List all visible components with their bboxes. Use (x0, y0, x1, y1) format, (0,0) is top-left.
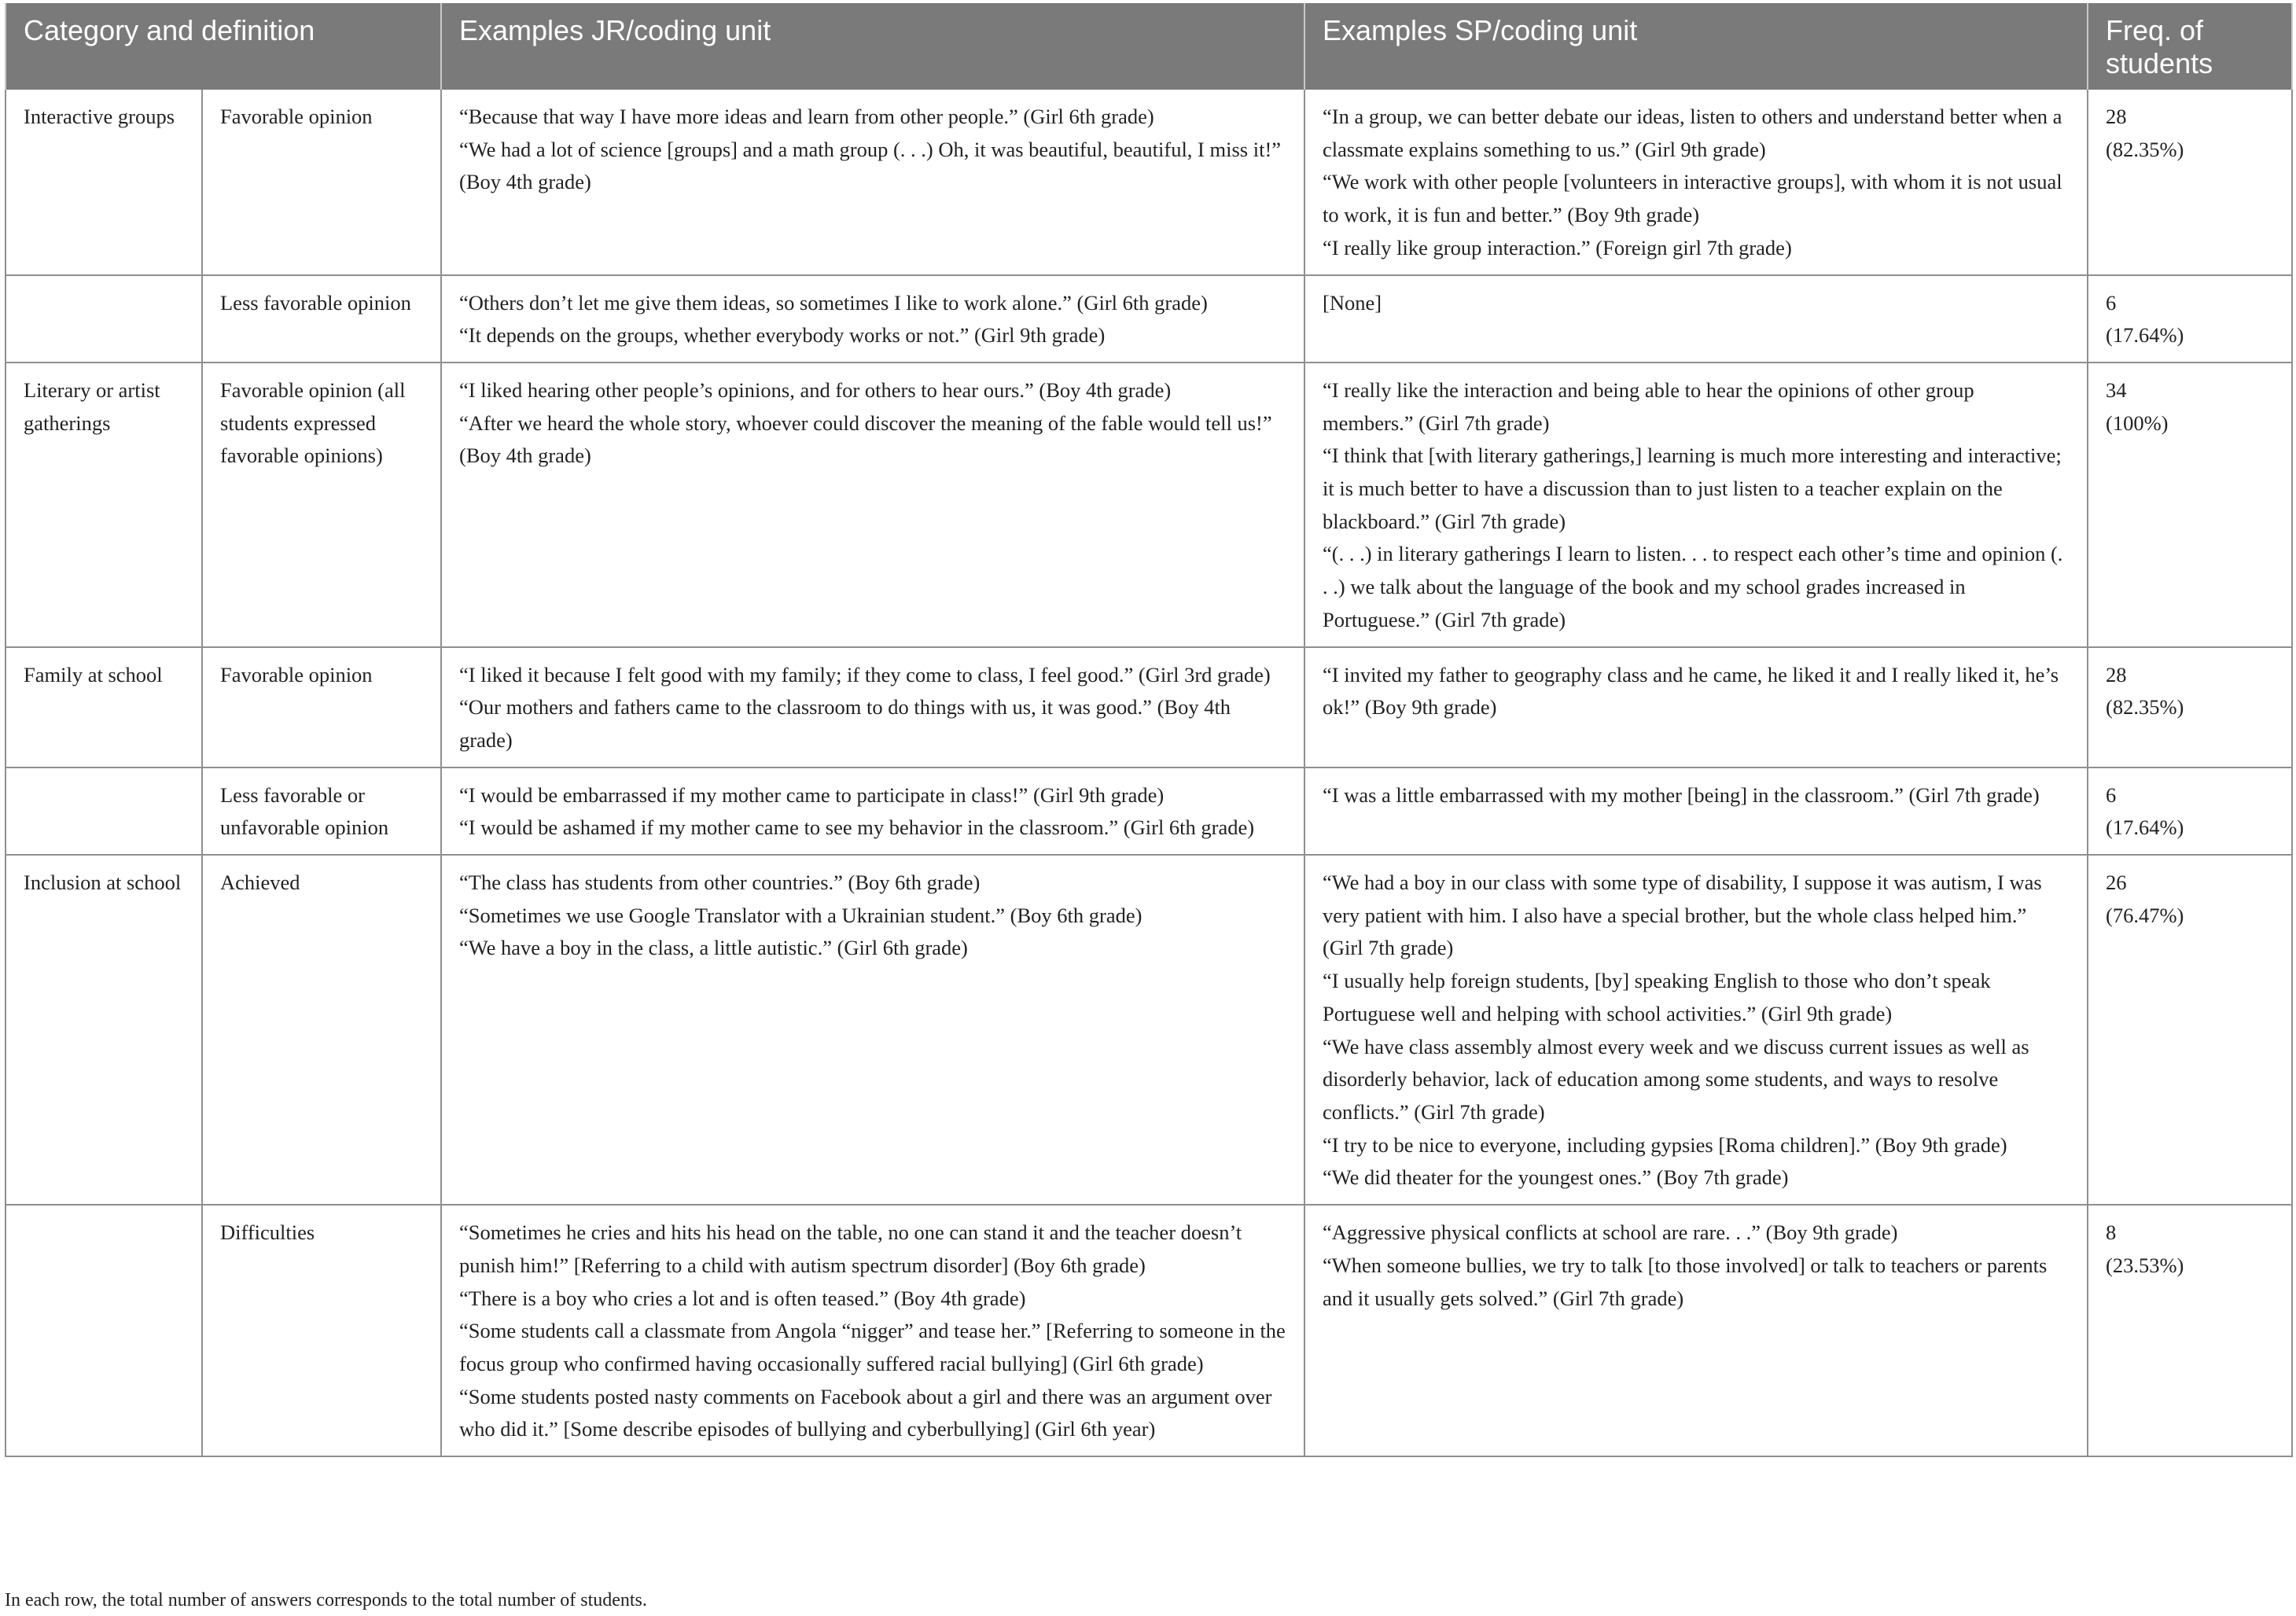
sp-quote: “We work with other people [volunteers in interactive groups], with whom it is not usual to work, it is fun and better.” (Boy 9th grade) (1323, 170, 2062, 227)
table-row (6, 275, 2292, 363)
results-table (5, 3, 2293, 1457)
frequency-percent: (17.64%) (2106, 815, 2184, 840)
frequency-cell (2088, 275, 2292, 363)
jr-quote: “I liked it because I felt good with my family; if they come to class, I feel good.” (Girl 3rd grade) (459, 662, 1271, 687)
sp-quote: “Aggressive physical conflicts at school are rare. . .” (Boy 9th grade) (1323, 1220, 1898, 1245)
frequency-cell (2088, 363, 2292, 647)
jr-quote: “Sometimes he cries and hits his head on the table, no one can stand it and the teacher doesn’t punish him!” [Referring to a child with autism spectrum disorder] (Boy 6th grade) (459, 1220, 1242, 1277)
frequency-cell (2088, 90, 2292, 275)
sp-quote: “I really like the interaction and being able to hear the opinions of other group members.” (Girl 7th grade) (1323, 377, 1974, 435)
sp-quote: “I try to be nice to everyone, including gypsies [Roma children].” (Boy 9th grade) (1323, 1132, 2007, 1157)
table-row (6, 1205, 2292, 1456)
subcategory-cell: Less favorable opinion (202, 275, 441, 363)
subcategory-cell: Less favorable or unfavorable opinion (202, 768, 441, 855)
frequency-cell (2088, 647, 2292, 768)
jr-examples-cell (441, 647, 1304, 768)
sp-quote: “I really like group interaction.” (Foreign girl 7th grade) (1323, 235, 1792, 260)
jr-examples-cell (441, 768, 1304, 855)
table-row (6, 363, 2292, 647)
frequency-count: 26 (2106, 871, 2127, 895)
table-footnote: In each row, the total number of answers corresponds to the total number of students. (5, 1590, 647, 1610)
table-body (6, 90, 2292, 1456)
jr-quote: “Because that way I have more ideas and learn from other people.” (Girl 6th grade) (459, 105, 1154, 128)
jr-examples-cell (441, 855, 1304, 1205)
sp-examples-cell (1304, 363, 2088, 647)
jr-quote: “After we heard the whole story, whoever could discover the meaning of the fable would tell us!” (Boy 4th grade) (459, 410, 1272, 468)
frequency-percent: (82.35%) (2106, 137, 2184, 161)
frequency-percent: (76.47%) (2106, 903, 2184, 927)
header-frequency: Freq. of students (2088, 3, 2292, 90)
category-cell (6, 275, 202, 363)
frequency-count: 6 (2106, 290, 2117, 315)
frequency-percent: (100%) (2106, 410, 2169, 435)
jr-examples-cell (441, 90, 1304, 275)
sp-quote: “We have class assembly almost every week and we discuss current issues as well as disorderly behavior, lack of education among some students, and ways to resolve conflicts.” (Girl 7th grade) (1323, 1034, 2029, 1124)
subcategory-cell: Favorable opinion (202, 647, 441, 768)
sp-quote: “We had a boy in our class with some type of disability, I suppose it was autism, I was very patient with him. I also have a special brother, but the whole class helped him.” (Girl 7th grade) (1323, 871, 2042, 960)
jr-quote: “Our mothers and fathers came to the classroom to do things with us, it was good.” (Boy 4th grade) (459, 695, 1231, 752)
sp-examples-cell (1304, 768, 2088, 855)
frequency-percent: (17.64%) (2106, 323, 2184, 348)
jr-quote: “I liked hearing other people’s opinions, and for others to hear ours.” (Boy 4th grade) (459, 377, 1172, 402)
table-row (6, 855, 2292, 1205)
sp-quote: “I was a little embarrassed with my mother [being] in the classroom.” (Girl 7th grade) (1323, 782, 2040, 807)
table-row (6, 90, 2292, 275)
jr-quote: “Others don’t let me give them ideas, so sometimes I like to work alone.” (Girl 6th grade) (459, 290, 1208, 315)
jr-quote: “It depends on the groups, whether everybody works or not.” (Girl 9th grade) (459, 323, 1106, 348)
jr-quote: “The class has students from other countries.” (Boy 6th grade) (459, 871, 981, 895)
sp-examples-cell (1304, 647, 2088, 768)
jr-examples-cell (441, 275, 1304, 363)
table-header-row (6, 3, 2292, 90)
frequency-count: 8 (2106, 1220, 2117, 1245)
sp-quote: “We did theater for the youngest ones.” (Boy 7th grade) (1323, 1165, 1789, 1190)
jr-quote: “Some students posted nasty comments on Facebook about a girl and there was an argument over who did it.” [Some describe episodes of bullying and cyberbullying] (Girl 6th year) (459, 1384, 1272, 1441)
sp-quote: “When someone bullies, we try to talk [to those involved] or talk to teachers or parents and it usually gets solved.” (Girl 7th grade) (1323, 1253, 2048, 1310)
sp-quote: “In a group, we can better debate our ideas, listen to others and understand better when a classmate explains something to us.” (Girl 9th grade) (1323, 105, 2062, 161)
jr-examples-cell (441, 1205, 1304, 1456)
category-cell: Family at school (6, 647, 202, 768)
category-cell: Interactive groups (6, 90, 202, 275)
frequency-count: 34 (2106, 377, 2127, 402)
sp-examples-cell (1304, 275, 2088, 363)
jr-quote: “I would be embarrassed if my mother came to participate in class!” (Girl 9th grade) (459, 782, 1165, 807)
subcategory-cell: Favorable opinion (202, 90, 441, 275)
subcategory-cell: Difficulties (202, 1205, 441, 1456)
frequency-count: 6 (2106, 782, 2117, 807)
subcategory-cell: Achieved (202, 855, 441, 1205)
sp-examples-cell (1304, 1205, 2088, 1456)
category-cell: Literary or artist gatherings (6, 363, 202, 647)
frequency-percent: (82.35%) (2106, 695, 2184, 720)
header-category: Category and definition (6, 3, 441, 90)
jr-examples-cell (441, 363, 1304, 647)
frequency-cell (2088, 768, 2292, 855)
sp-quote: “I usually help foreign students, [by] speaking English to those who don’t speak Portuguese well and helping with school activities.” (Girl 9th grade) (1323, 969, 1991, 1025)
frequency-count: 28 (2106, 662, 2127, 687)
jr-quote: “Sometimes we use Google Translator with a Ukrainian student.” (Boy 6th grade) (459, 903, 1142, 927)
jr-quote: “I would be ashamed if my mother came to see my behavior in the classroom.” (Girl 6th grade) (459, 815, 1255, 840)
sp-examples-cell (1304, 855, 2088, 1205)
sp-examples-cell (1304, 90, 2088, 275)
category-cell: Inclusion at school (6, 855, 202, 1205)
sp-quote: “(. . .) in literary gatherings I learn to listen. . . to respect each other’s time and opinion (. . .) we talk about the language of the book and my school grades increased in Portuguese.” (Girl 7th grade) (1323, 542, 2063, 631)
frequency-cell (2088, 1205, 2292, 1456)
category-cell (6, 768, 202, 855)
header-examples-sp: Examples SP/coding unit (1304, 3, 2088, 90)
sp-quote: [None] (1323, 290, 1382, 315)
sp-quote: “I invited my father to geography class and he came, he liked it and I really liked it, he’s ok!” (Boy 9th grade) (1323, 662, 2059, 720)
table-row (6, 768, 2292, 855)
frequency-cell (2088, 855, 2292, 1205)
category-cell (6, 1205, 202, 1456)
header-examples-jr: Examples JR/coding unit (441, 3, 1304, 90)
frequency-percent: (23.53%) (2106, 1253, 2184, 1277)
jr-quote: “We have a boy in the class, a little autistic.” (Girl 6th grade) (459, 936, 968, 960)
table-row (6, 647, 2292, 768)
sp-quote: “I think that [with literary gatherings,] learning is much more interesting and interactive; it is much better to have a discussion than to just listen to a teacher explain on the blackboard.” (Girl 7th grade) (1323, 444, 2062, 533)
frequency-count: 28 (2106, 105, 2127, 128)
jr-quote: “Some students call a classmate from Angola “nigger” and tease her.” [Referring to someone in the focus group who confirmed having occasionally suffered racial bullying] (Girl 6th grade) (459, 1319, 1286, 1375)
jr-quote: “There is a boy who cries a lot and is often teased.” (Boy 4th grade) (459, 1286, 1026, 1310)
subcategory-cell: Favorable opinion (all students expressed favorable opinions) (202, 363, 441, 647)
jr-quote: “We had a lot of science [groups] and a math group (. . .) Oh, it was beautiful, beautiful, I miss it!” (Boy 4th grade) (459, 137, 1282, 194)
